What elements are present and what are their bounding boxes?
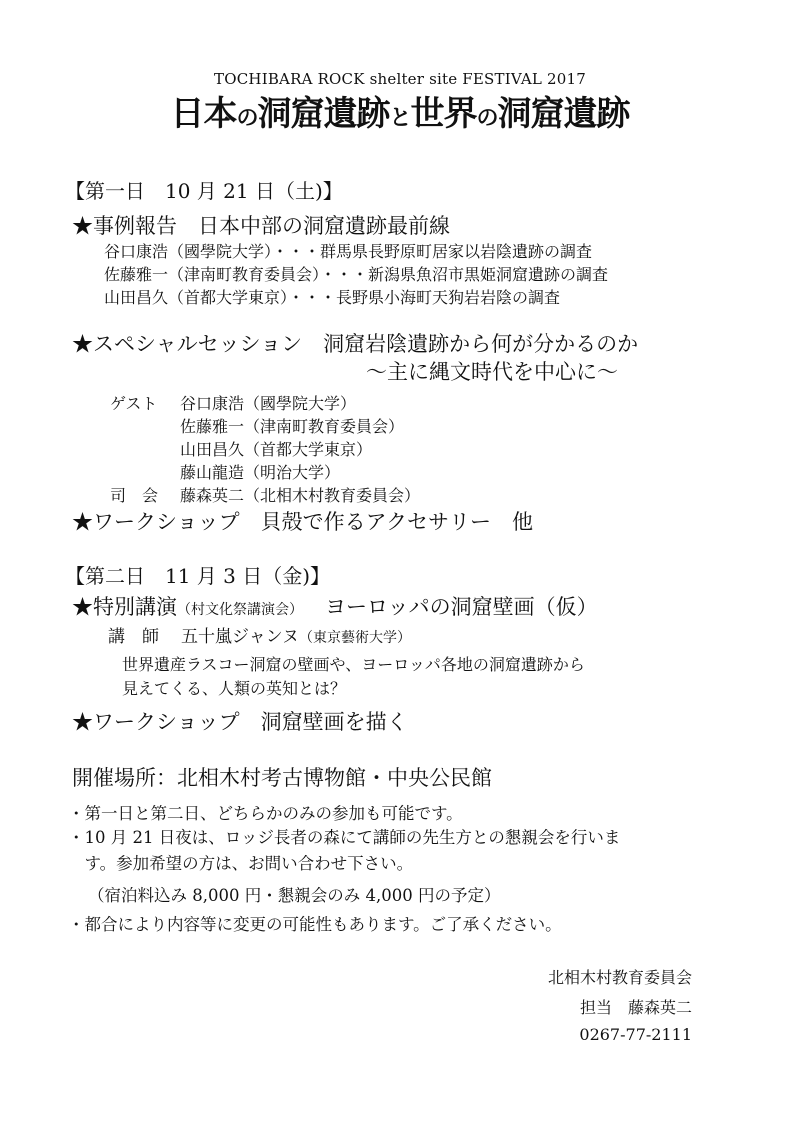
- special-lecture-title: [72, 591, 598, 621]
- report-item: 谷口康浩（國學院大学）・・・群馬県長野原町居家以岩陰遺跡の調査: [104, 242, 593, 261]
- title-part: の: [476, 106, 498, 131]
- contact-phone: 0267-77-2111: [579, 1025, 692, 1044]
- lecturer-label: 講 師: [108, 627, 159, 647]
- note-item: ・10 月 21 日夜は、ロッジ長者の森にて講師の先生方との懇親会を行いま: [68, 828, 621, 847]
- note-item: す。参加希望の方は、お問い合わせ下さい。: [68, 854, 414, 873]
- lecturer-affiliation: （東京藝術大学）: [298, 630, 411, 646]
- lecture-main-title: ヨーロッパの洞窟壁画（仮）: [325, 595, 598, 619]
- event-subtitle: TOCHIBARA ROCK shelter site FESTIVAL 2017: [214, 70, 586, 88]
- guest-item: 谷口康浩（國學院大学）: [180, 394, 357, 413]
- title-part: 洞窟遺跡: [497, 94, 630, 134]
- title-part: の: [236, 106, 258, 131]
- host-label: 司 会: [110, 486, 159, 505]
- day1-heading: 【第一日 10 月 21 日（土)】: [65, 179, 343, 203]
- special-session-subtitle: ～主に縄文時代を中心に～: [366, 360, 618, 384]
- lecture-description: 見えてくる、人類の英知とは？: [122, 679, 347, 698]
- lecture-description: 世界遺産ラスコー洞窟の壁画や、ヨーロッパ各地の洞窟遺跡から: [122, 655, 585, 674]
- host-name: 藤森英二（北相木村教育委員会）: [180, 486, 421, 505]
- title-part: 洞窟遺跡: [257, 94, 390, 134]
- guest-label: ゲスト: [110, 394, 158, 413]
- report-item: 佐藤雅一（津南町教育委員会）・・・新潟県魚沼市黒姫洞窟遺跡の調査: [104, 265, 609, 284]
- contact-person: 担当 藤森英二: [579, 998, 692, 1017]
- contact-organization: 北相木村教育委員会: [547, 968, 692, 987]
- title-part: と: [389, 106, 411, 131]
- guest-item: 藤山龍造（明治大学）: [180, 463, 341, 482]
- lecturer-name: 五十嵐ジャンヌ: [181, 627, 299, 647]
- report-item: 山田昌久（首都大学東京）・・・長野県小海町天狗岩岩陰の調査: [104, 288, 561, 307]
- guest-item: 山田昌久（首都大学東京）: [180, 440, 373, 459]
- lecture-prefix: ★特別講演: [72, 595, 177, 619]
- note-item: ・都合により内容等に変更の可能性もあります。ご了承ください。: [68, 915, 562, 934]
- title-part: 世界: [410, 94, 477, 134]
- case-report-title: ★事例報告 日本中部の洞窟遺跡最前線: [72, 214, 450, 238]
- note-item: ・第一日と第二日、どちらかのみの参加も可能です。: [68, 804, 463, 823]
- day1-workshop: ★ワークショップ 貝殻で作るアクセサリー 他: [72, 510, 533, 534]
- note-item: （宿泊料込み 8,000 円・懇親会のみ 4,000 円の予定）: [88, 886, 501, 905]
- venue: 開催場所：北相木村考古博物館・中央公民館: [72, 766, 492, 790]
- day2-heading: 【第二日 11 月 3 日（金)】: [65, 564, 331, 588]
- guest-item: 佐藤雅一（津南町教育委員会）: [180, 417, 405, 436]
- title-part: 日本: [170, 94, 237, 134]
- lecturer: [108, 622, 411, 647]
- lecture-paren: （村文化祭講演会）: [177, 602, 303, 618]
- special-session-title: ★スペシャルセッション 洞窟岩陰遺跡から何が分かるのか: [72, 332, 639, 356]
- page-title: [0, 86, 800, 135]
- day2-workshop: ★ワークショップ 洞窟壁画を描く: [72, 710, 408, 734]
